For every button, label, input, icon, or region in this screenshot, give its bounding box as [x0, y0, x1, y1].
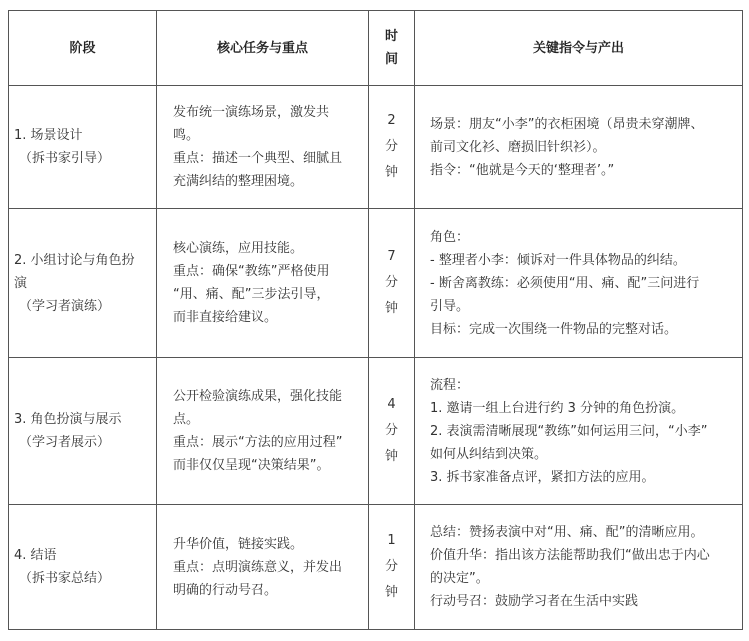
stage-cell	[9, 358, 157, 505]
output-cell	[415, 86, 743, 209]
time-line: 分	[384, 275, 398, 290]
stage-line: 演	[14, 275, 28, 291]
stage-line: （拆书家总结）	[19, 571, 111, 586]
task-line: “用、痛、配”三步法引导，	[173, 287, 330, 302]
time-line: 钟	[384, 301, 398, 316]
header-time-line1: 时	[384, 29, 398, 44]
time-cell	[369, 209, 415, 358]
task-line: 公开检验演练成果，强化技能	[173, 389, 343, 404]
stage-cell	[9, 209, 157, 358]
output-line: 行动号召：鼓励学习者在生活中实践	[430, 594, 639, 609]
time-line: 分	[384, 559, 398, 574]
time-line: 钟	[384, 585, 398, 600]
task-line: 明确的行动号召。	[173, 582, 278, 598]
task-line: 鸣。	[173, 128, 200, 143]
task-line: 重点：展示“方法的应用过程”	[173, 435, 343, 450]
task-line: 核心演练，应用技能。	[173, 241, 304, 256]
stage-line: 4. 结语	[14, 548, 57, 563]
task-line: 而非仅仅呈现“决策结果”。	[173, 458, 330, 473]
time-cell	[369, 86, 415, 209]
time-line: 钟	[384, 165, 398, 180]
output-line: 3. 拆书家准备点评，紧扣方法的应用。	[430, 469, 655, 485]
task-cell	[157, 86, 369, 209]
output-line: 如何从纠结到决策。	[430, 446, 548, 462]
header-task: 核心任务与重点	[157, 11, 369, 86]
stage-cell	[9, 86, 157, 209]
table-row	[9, 358, 743, 505]
output-line: 1. 邀请一组上台进行约 3 分钟的角色扮演。	[430, 400, 685, 416]
output-line: 引导。	[430, 298, 470, 314]
time-line: 2	[387, 113, 396, 128]
header-time	[369, 11, 415, 86]
time-cell	[369, 505, 415, 630]
output-line: - 断舍离教练：必须使用“用、痛、配”三问进行	[430, 275, 700, 291]
header-stage: 阶段	[9, 11, 157, 86]
task-line: 升华价值，链接实践。	[173, 536, 304, 552]
output-line: 前司文化衫、磨损旧针织衫）。	[430, 139, 606, 155]
time-line: 钟	[384, 449, 398, 464]
output-line: 指令：“他就是今天的‘整理者’。”	[430, 162, 615, 178]
output-line: 总结：赞扬表演中对“用、痛、配”的清晰应用。	[430, 525, 704, 540]
time-line: 1	[387, 533, 396, 548]
time-line: 分	[384, 139, 398, 154]
time-cell	[369, 358, 415, 505]
table-row	[9, 86, 743, 209]
task-line: 发布统一演练场景，激发共	[173, 105, 330, 120]
output-line: 场景：朋友“小李”的衣柜困境（昂贵未穿潮牌、	[430, 116, 704, 132]
output-line: 角色：	[430, 229, 470, 245]
stage-line: （拆书家引导）	[19, 151, 111, 166]
task-cell	[157, 209, 369, 358]
task-cell	[157, 358, 369, 505]
stage-cell	[9, 505, 157, 630]
header-output: 关键指令与产出	[415, 11, 743, 86]
stage-line: 3. 角色扮演与展示	[14, 412, 122, 427]
task-line: 点。	[173, 412, 200, 427]
output-cell	[415, 358, 743, 505]
output-line: 价值升华：指出该方法能帮助我们“做出忠于内心	[430, 548, 710, 563]
task-cell	[157, 505, 369, 630]
table-row	[9, 505, 743, 630]
output-line: 目标：完成一次围绕一件物品的完整对话。	[430, 321, 678, 337]
output-line: 流程：	[430, 377, 470, 393]
task-line: 重点：确保“教练”严格使用	[173, 264, 330, 279]
time-line: 4	[387, 397, 396, 412]
time-line: 分	[384, 423, 398, 438]
header-row	[9, 11, 743, 86]
lesson-plan-table	[8, 10, 743, 630]
stage-line: 1. 场景设计	[14, 128, 83, 143]
output-line: 的决定”。	[430, 571, 489, 586]
stage-line: （学习者演练）	[19, 298, 111, 314]
time-line: 7	[387, 249, 396, 264]
task-line: 重点：点明演练意义，并发出	[173, 559, 343, 575]
table-row	[9, 209, 743, 358]
output-cell	[415, 505, 743, 630]
output-line: 2. 表演需清晰展现“教练”如何运用三问，“小李”	[430, 423, 708, 439]
stage-line: 2. 小组讨论与角色扮	[14, 252, 135, 268]
task-line: 充满纠结的整理困境。	[173, 174, 304, 189]
task-line: 重点：描述一个典型、细腻且	[173, 151, 343, 166]
stage-line: （学习者展示）	[19, 435, 111, 450]
task-line: 而非直接给建议。	[173, 310, 278, 325]
output-line: - 整理者小李：倾诉对一件具体物品的纠结。	[430, 252, 686, 268]
header-time-line2: 间	[384, 52, 398, 67]
output-cell	[415, 209, 743, 358]
